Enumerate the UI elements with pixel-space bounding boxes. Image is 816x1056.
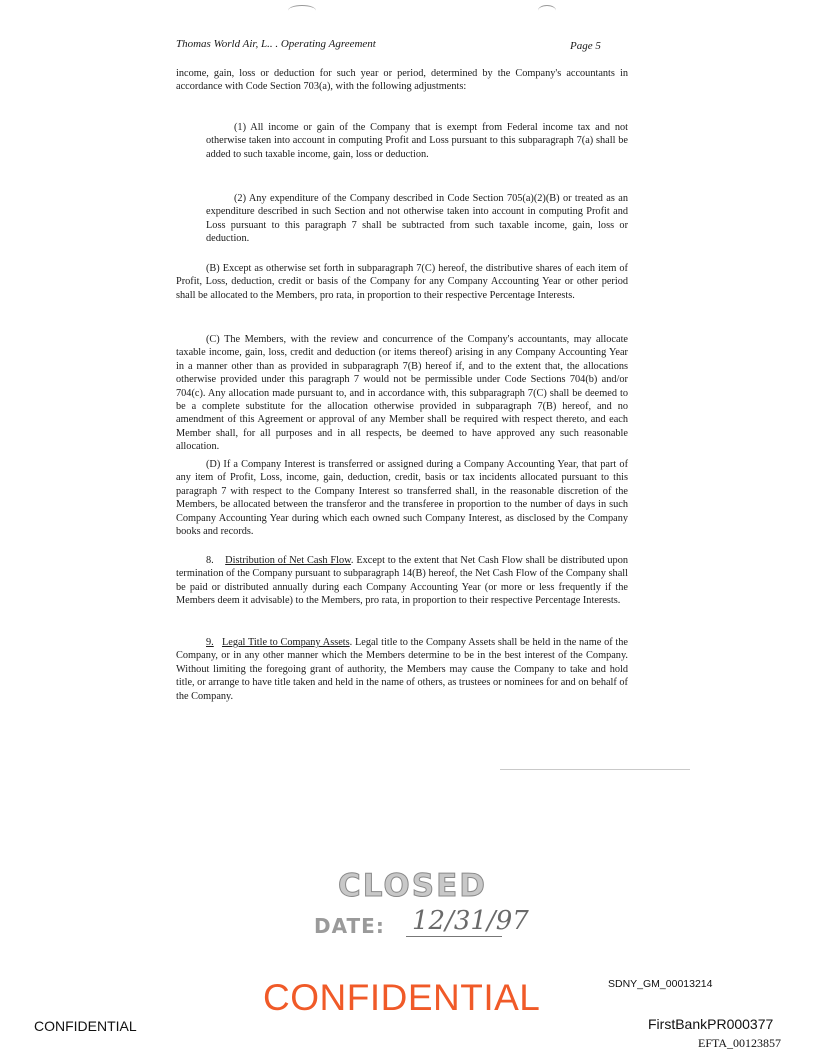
stamp-date-label: DATE: [314, 914, 385, 938]
header-title: Thomas World Air, L.. . Operating Agreement [176, 38, 376, 50]
paragraph-sub-2: (2) Any expenditure of the Company described in Code Section 705(a)(2)(B) or treated as an expenditure described in such Section and not otherwise taken into account in computing Profit and Loss pursuant to this paragraph 7 shall be subtracted from such taxable income, gain, loss or deduction. [206, 193, 628, 245]
scan-mark-right [538, 5, 556, 16]
stamp-date-line [406, 936, 502, 937]
paragraph-c: (C) The Members, with the review and concurrence of the Company's accountants, may allocate taxable income, gain, loss, credit and deduction (or items thereof) arising in any Company Accounting Year in a manner other than as provided in subparagraph 7(B) hereof if, and to the extent that, the allocations otherwise provided under this paragraph 7 would not be permissible under Code Sections 704(b) and/or 704(c). Any allocation made pursuant to, and in accordance with, this subparagraph 7(C) shall be deemed to be a complete substitute for the allocation otherwise provided in subparagraph 7(B) hereof, and no amendment of this Agreement or approval of any Member shall be required with respect thereto, and each Member shall, for all purposes and in all respects, be deemed to have approved any such reasonable allocation. [176, 334, 628, 453]
paragraph-intro: income, gain, loss or deduction for such year or period, determined by the Company's accountants in accordance with Code Section 703(a), with the following adjustments: [176, 68, 628, 93]
paragraph-sub-1: (1) All income or gain of the Company that is exempt from Federal income tax and not otherwise taken into account in computing Profit and Loss pursuant to this subparagraph 7(a) shall be added to such taxable income, gain, loss or deduction. [206, 122, 628, 160]
paragraph-9-number: 9. [206, 637, 214, 648]
closed-stamp [300, 862, 529, 952]
confidential-watermark: CONFIDENTIAL [263, 977, 541, 1018]
stamp-date-value: 12/31/97 [412, 906, 529, 936]
bates-firstbank: FirstBankPR000377 [648, 1016, 774, 1032]
confidential-label: CONFIDENTIAL [34, 1018, 137, 1034]
paragraph-8-number: 8. [206, 555, 214, 566]
bates-efta: EFTA_00123857 [698, 1036, 782, 1050]
paragraph-9-text: . Legal title to the Company Assets shall be held in the name of the Company, or in any other manner which the Members determine to be in the best interest of the Company. Without limiting the foregoing grant of authority, the Members may cause the Company to take and hold title, or arrange to have title taken and held in the name of others, as trustees or nominees for and on behalf of the Company. [176, 637, 628, 702]
paragraph-8-text: . Except to the extent that Net Cash Flow shall be distributed upon termination of the Company pursuant to subparagraph 14(B) hereof, the Net Cash Flow of the Company shall be paid or distributed annually during each Company Accounting Year (or more or less frequently if the Members deem it advisable) to the Members, pro rata, in proportion to their respective Percentage Interests. [176, 555, 629, 607]
scan-artifact-line [500, 769, 690, 770]
paragraph-8 [176, 554, 628, 608]
paragraph-9 [176, 636, 628, 703]
bates-sdny: SDNY_GM_00013214 [608, 978, 713, 990]
paragraph-b: (B) Except as otherwise set forth in subparagraph 7(C) hereof, the distributive shares of each item of Profit, Loss, deduction, credit or basis of the Company for any Company Accounting Year or other period shall be allocated to the Members, pro rata, in proportion to their respective Percentage Interests. [176, 263, 628, 301]
stamp-closed-text: CLOSED [338, 868, 487, 904]
paragraph-9-title: Legal Title to Company Assets [221, 637, 350, 648]
scan-mark-left [288, 5, 316, 16]
page-number: Page 5 [570, 40, 601, 52]
paragraph-d: (D) If a Company Interest is transferred or assigned during a Company Accounting Year, that part of any item of Profit, Loss, income, gain, deduction, credit, basis or tax incidents allocated pursuant to this paragraph 7 with respect to the Company Interest so transferred shall, in the reasonable discretion of the Members, be allocated between the transferor and the transferee in proportion to the number of days in such Company Accounting Year during which each owned such Company Interest, as disclosed by the Company books and records. [176, 459, 628, 538]
paragraph-8-title: Distribution of Net Cash Flow [225, 555, 351, 566]
